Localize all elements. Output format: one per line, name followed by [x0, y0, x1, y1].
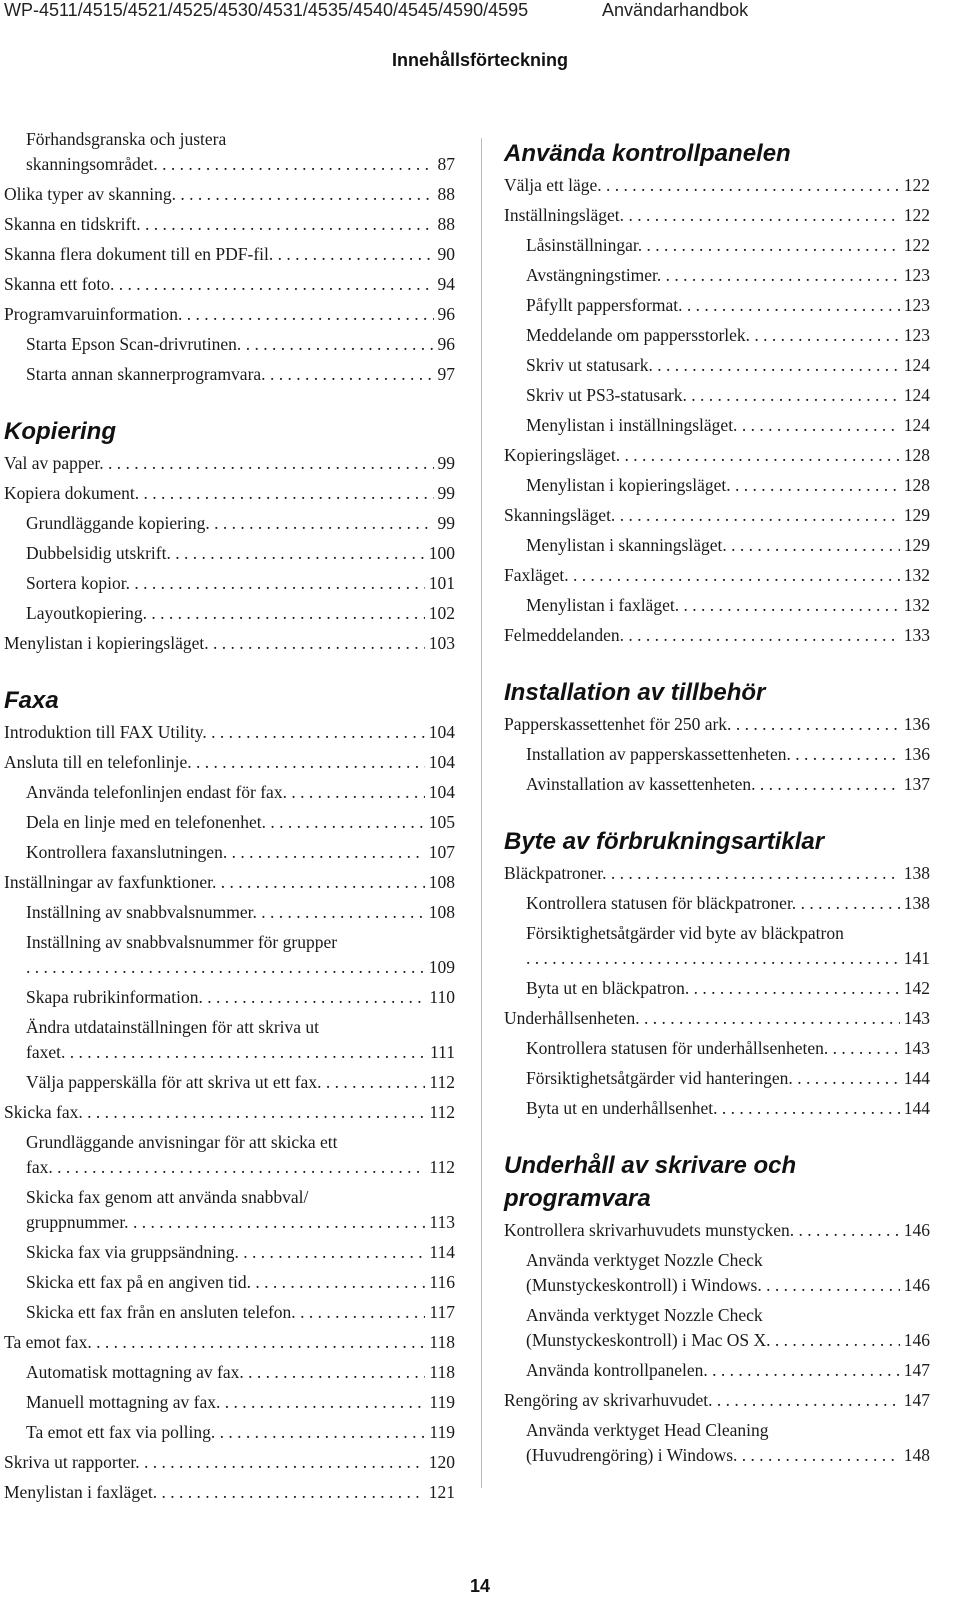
toc-entry-page: 146 — [903, 1330, 930, 1350]
toc-entry[interactable] — [4, 332, 455, 357]
toc-entry[interactable] — [4, 1420, 455, 1445]
toc-entry-title: Inställningsläget. . . . — [504, 203, 900, 228]
toc-entry-title: Menylistan i faxläget. . . . — [526, 593, 900, 618]
toc-entry-page: 105 — [428, 812, 455, 832]
toc-entry-page: 124 — [903, 415, 930, 435]
toc-entry[interactable] — [504, 1358, 930, 1383]
toc-entry[interactable] — [504, 1388, 930, 1413]
toc-entry[interactable] — [504, 233, 930, 258]
toc-entry-page: 143 — [903, 1008, 930, 1028]
toc-entry-title: Avinstallation av kassettenheten. . . . — [526, 772, 900, 797]
toc-entry-title: Underhållsenheten. . . . — [504, 1006, 900, 1031]
toc-entry[interactable] — [4, 900, 455, 925]
toc-entry[interactable] — [4, 1270, 455, 1295]
toc-entry-title: Använda verktyget Head Cleaning (Huvudrengöring) i Windows. . . . — [526, 1418, 900, 1468]
toc-entry[interactable] — [4, 212, 455, 237]
toc-entry[interactable] — [4, 451, 455, 476]
toc-entry-page: 122 — [903, 235, 930, 255]
toc-entry-page: 132 — [903, 595, 930, 615]
toc-entry[interactable] — [504, 173, 930, 198]
toc-entry-page: 96 — [437, 334, 455, 354]
toc-entry-page: 118 — [429, 1332, 455, 1352]
section-heading: Kopiering — [4, 418, 116, 445]
toc-entry-title: Menylistan i inställningsläget. . . . — [526, 413, 900, 438]
toc-entry[interactable] — [4, 720, 455, 745]
toc-entry[interactable] — [504, 323, 930, 348]
toc-entry-page: 121 — [428, 1482, 455, 1502]
toc-entry-title: Menylistan i kopieringsläget. . . . — [526, 473, 900, 498]
toc-entry-title: Menylistan i skanningsläget. . . . — [526, 533, 900, 558]
toc-entry-page: 128 — [903, 475, 930, 495]
toc-entry-page: 108 — [428, 902, 455, 922]
toc-entry[interactable] — [4, 1100, 455, 1125]
toc-entry-page: 141 — [903, 948, 930, 968]
toc-entry-page: 107 — [428, 842, 455, 862]
toc-entry-page: 96 — [437, 304, 455, 324]
toc-entry-title: Försiktighetsåtgärder vid hanteringen. . . . — [526, 1066, 900, 1091]
toc-entry-page: 142 — [903, 978, 930, 998]
toc-entry-title: Introduktion till FAX Utility. . . . — [4, 720, 425, 745]
toc-entry-page: 128 — [903, 445, 930, 465]
toc-entry[interactable] — [504, 891, 930, 916]
toc-entry-page: 99 — [437, 513, 455, 533]
toc-entry[interactable] — [504, 533, 930, 558]
toc-entry-page: 99 — [437, 483, 455, 503]
toc-entry[interactable] — [4, 127, 455, 177]
toc-entry[interactable] — [504, 203, 930, 228]
toc-entry[interactable] — [504, 623, 930, 648]
toc-entry-page: 118 — [429, 1362, 455, 1382]
toc-entry-title: Skicka fax via gruppsändning. . . . — [26, 1240, 425, 1265]
toc-entry-title: Skriv ut statusark. . . . — [526, 353, 900, 378]
toc-entry[interactable] — [504, 593, 930, 618]
toc-entry-page: 104 — [428, 752, 455, 772]
toc-left-column — [4, 127, 455, 1510]
toc-entry[interactable] — [4, 750, 455, 775]
toc-entry-title: Grundläggande anvisningar för att skicka ett fax. . . . — [26, 1130, 425, 1180]
toc-entry-page: 87 — [437, 154, 455, 174]
toc-entry[interactable] — [504, 1248, 930, 1298]
toc-entry-title: Skicka fax genom att använda snabbval/ gruppnummer. . . . — [26, 1185, 425, 1235]
toc-entry[interactable] — [504, 1066, 930, 1091]
toc-entry[interactable] — [4, 272, 455, 297]
toc-entry-title: Dela en linje med en telefonenhet. . . . — [26, 810, 425, 835]
toc-entry-title: Avstängningstimer. . . . — [526, 263, 900, 288]
toc-entry[interactable] — [504, 1303, 930, 1353]
toc-entry[interactable] — [504, 443, 930, 468]
toc-entry-title: Försiktighetsåtgärder vid byte av bläckpatron . . . — [526, 921, 900, 971]
page-number: 14 — [469, 1576, 491, 1596]
toc-entry-title: Menylistan i kopieringsläget. . . . — [4, 631, 425, 656]
toc-entry-title: Skriv ut PS3-statusark. . . . — [526, 383, 900, 408]
toc-entry-page: 148 — [903, 1445, 930, 1465]
toc-entry-title: Skanningsläget. . . . — [504, 503, 900, 528]
toc-entry-title: Meddelande om pappersstorlek. . . . — [526, 323, 900, 348]
toc-entry-page: 146 — [903, 1220, 930, 1240]
toc-entry[interactable] — [504, 473, 930, 498]
toc-entry-title: Val av papper. . . . — [4, 451, 434, 476]
toc-entry-title: Låsinställningar. . . . — [526, 233, 900, 258]
toc-entry-title: Skicka ett fax från en ansluten telefon. . . . — [26, 1300, 425, 1325]
toc-entry[interactable] — [4, 601, 455, 626]
toc-entry-page: 123 — [903, 325, 930, 345]
toc-entry[interactable] — [4, 870, 455, 895]
toc-entry-page: 99 — [437, 453, 455, 473]
toc-entry-title: Kontrollera faxanslutningen. . . . — [26, 840, 425, 865]
toc-entry[interactable] — [504, 413, 930, 438]
toc-entry-page: 113 — [429, 1212, 455, 1232]
toc-entry-page: 117 — [429, 1302, 455, 1322]
toc-entry-title: Skicka ett fax på en angiven tid. . . . — [26, 1270, 425, 1295]
toc-entry[interactable] — [504, 563, 930, 588]
section-heading: Använda kontrollpanelen — [504, 140, 791, 167]
toc-entry-page: 124 — [903, 355, 930, 375]
toc-entry-page: 129 — [903, 505, 930, 525]
toc-entry-page: 144 — [903, 1068, 930, 1088]
toc-entry-title: Välja papperskälla för att skriva ut ett fax. . . . — [26, 1070, 425, 1095]
toc-entry[interactable] — [504, 383, 930, 408]
toc-entry[interactable] — [504, 742, 930, 767]
toc-entry-page: 136 — [903, 714, 930, 734]
toc-entry-page: 116 — [429, 1272, 455, 1292]
toc-entry[interactable] — [504, 353, 930, 378]
toc-entry-page: 146 — [903, 1275, 930, 1295]
toc-entry[interactable] — [4, 242, 455, 267]
toc-entry-title: Skanna en tidskrift. . . . — [4, 212, 434, 237]
toc-entry[interactable] — [4, 302, 455, 327]
toc-entry[interactable] — [504, 921, 930, 971]
toc-entry[interactable] — [4, 1015, 455, 1065]
toc-entry[interactable] — [4, 541, 455, 566]
toc-entry[interactable] — [4, 631, 455, 656]
toc-entry-page: 123 — [903, 295, 930, 315]
toc-entry[interactable] — [4, 930, 455, 980]
toc-entry[interactable] — [4, 1390, 455, 1415]
toc-entry-title: Påfyllt pappersformat. . . . — [526, 293, 900, 318]
toc-entry[interactable] — [504, 293, 930, 318]
toc-entry-title: Felmeddelanden. . . . — [504, 623, 900, 648]
toc-entry[interactable] — [504, 976, 930, 1001]
toc-entry[interactable] — [504, 772, 930, 797]
header-model-names: WP-4511/4515/4521/4525/4530/4531/4535/4540/4545/4590/4595 — [4, 0, 529, 20]
toc-entry-title: Skapa rubrikinformation. . . . — [26, 985, 425, 1010]
toc-entry-page: 94 — [437, 274, 455, 294]
toc-entry[interactable] — [4, 511, 455, 536]
toc-entry-title: Starta annan skannerprogramvara. . . . — [26, 362, 434, 387]
toc-entry-page: 138 — [903, 893, 930, 913]
toc-entry[interactable] — [4, 481, 455, 506]
toc-entry-page: 144 — [903, 1098, 930, 1118]
toc-entry-title: Kopieringsläget. . . . — [504, 443, 900, 468]
toc-entry-page: 88 — [437, 184, 455, 204]
toc-entry-title: Starta Epson Scan-drivrutinen. . . . — [26, 332, 434, 357]
toc-entry-title: Papperskassettenhet för 250 ark. . . . — [504, 712, 900, 737]
toc-entry-title: Byta ut en underhållsenhet. . . . — [526, 1096, 900, 1121]
toc-entry-title: Använda kontrollpanelen. . . . — [526, 1358, 900, 1383]
section-heading: Installation av tillbehör — [504, 679, 766, 706]
toc-entry[interactable] — [504, 861, 930, 886]
toc-entry-title: Kontrollera statusen för underhållsenheten. . . . — [526, 1036, 900, 1061]
toc-entry-page: 123 — [903, 265, 930, 285]
section-heading: Byte av förbrukningsartiklar — [504, 828, 825, 855]
toc-entry-page: 88 — [437, 214, 455, 234]
toc-entry-title: Inställningar av faxfunktioner. . . . — [4, 870, 425, 895]
toc-entry-title: Inställning av snabbvalsnummer för grupper . . . — [26, 930, 425, 980]
toc-entry-title: Ta emot ett fax via polling. . . . — [26, 1420, 425, 1445]
toc-entry-title: Kopiera dokument. . . . — [4, 481, 434, 506]
toc-entry-page: 120 — [428, 1452, 455, 1472]
toc-entry-page: 112 — [429, 1102, 455, 1122]
toc-entry-title: Använda verktyget Nozzle Check (Munstyckeskontroll) i Windows. . . . — [526, 1248, 900, 1298]
toc-entry-page: 103 — [428, 633, 455, 653]
toc-entry-title: Faxläget. . . . — [504, 563, 900, 588]
toc-entry-page: 101 — [428, 573, 455, 593]
toc-entry-page: 111 — [430, 1042, 455, 1062]
toc-entry-title: Ta emot fax. . . . — [4, 1330, 425, 1355]
toc-entry[interactable] — [4, 985, 455, 1010]
toc-entry-title: Manuell mottagning av fax. . . . — [26, 1390, 425, 1415]
toc-entry[interactable] — [4, 1240, 455, 1265]
toc-entry-page: 136 — [903, 744, 930, 764]
toc-entry-page: 112 — [429, 1157, 455, 1177]
toc-entry[interactable] — [504, 263, 930, 288]
toc-entry-title: Byta ut en bläckpatron. . . . — [526, 976, 900, 1001]
toc-entry[interactable] — [4, 1360, 455, 1385]
toc-entry-page: 108 — [428, 872, 455, 892]
toc-entry-title: Layoutkopiering. . . . — [26, 601, 425, 626]
toc-entry-page: 119 — [429, 1422, 455, 1442]
toc-entry[interactable] — [504, 1418, 930, 1468]
toc-entry-page: 114 — [429, 1242, 455, 1262]
toc-entry-page: 102 — [428, 603, 455, 623]
header-section-title: Innehållsförteckning — [391, 50, 569, 70]
toc-entry-title: Programvaruinformation. . . . — [4, 302, 434, 327]
toc-entry-page: 138 — [903, 863, 930, 883]
toc-entry-page: 137 — [903, 774, 930, 794]
toc-entry-page: 133 — [903, 625, 930, 645]
toc-entry[interactable] — [4, 362, 455, 387]
toc-entry-page: 104 — [428, 722, 455, 742]
toc-entry-page: 122 — [903, 205, 930, 225]
toc-entry-title: Skanna ett foto. . . . — [4, 272, 434, 297]
toc-entry[interactable] — [4, 1130, 455, 1180]
toc-entry[interactable] — [4, 1330, 455, 1355]
toc-entry[interactable] — [504, 503, 930, 528]
toc-entry[interactable] — [4, 1300, 455, 1325]
toc-entry-title: Installation av papperskassettenheten. . . . — [526, 742, 900, 767]
toc-entry-title: Kontrollera statusen för bläckpatroner. . . . — [526, 891, 900, 916]
toc-entry-page: 147 — [903, 1360, 930, 1380]
toc-entry-page: 147 — [903, 1390, 930, 1410]
section-heading: Faxa — [4, 687, 59, 714]
toc-entry-title: Rengöring av skrivarhuvudet. . . . — [504, 1388, 900, 1413]
toc-entry[interactable] — [4, 810, 455, 835]
toc-entry[interactable] — [504, 1218, 930, 1243]
toc-entry-page: 129 — [903, 535, 930, 555]
toc-entry-title: Skriva ut rapporter. . . . — [4, 1450, 425, 1475]
toc-entry-title: Menylistan i faxläget. . . . — [4, 1480, 425, 1505]
toc-entry-title: Ändra utdatainställningen för att skriva ut faxet. . . . — [26, 1015, 426, 1065]
toc-entry-title: Välja ett läge. . . . — [504, 173, 900, 198]
toc-entry-page: 100 — [428, 543, 455, 563]
header-guide-title: Användarhandbok — [602, 0, 749, 20]
toc-entry-title: Skicka fax. . . . — [4, 1100, 425, 1125]
toc-entry-title: Ansluta till en telefonlinje. . . . — [4, 750, 425, 775]
toc-entry-title: Bläckpatroner. . . . — [504, 861, 900, 886]
toc-entry-page: 124 — [903, 385, 930, 405]
toc-entry[interactable] — [4, 780, 455, 805]
toc-right-column — [504, 127, 930, 1473]
toc-entry[interactable] — [4, 1185, 455, 1235]
toc-entry-title: Dubbelsidig utskrift. . . . — [26, 541, 425, 566]
toc-entry-page: 110 — [429, 987, 455, 1007]
toc-entry-page: 109 — [428, 957, 455, 977]
toc-entry-page: 112 — [429, 1072, 455, 1092]
toc-entry-page: 104 — [428, 782, 455, 802]
toc-entry-page: 143 — [903, 1038, 930, 1058]
section-heading: Underhåll av skrivare och programvara — [504, 1152, 797, 1212]
toc-entry-page: 97 — [437, 364, 455, 384]
toc-entry-page: 122 — [903, 175, 930, 195]
toc-entry-title: Inställning av snabbvalsnummer. . . . — [26, 900, 425, 925]
toc-entry[interactable] — [504, 1096, 930, 1121]
toc-entry-title: Kontrollera skrivarhuvudets munstycken. . . . — [504, 1218, 900, 1243]
toc-entry[interactable] — [4, 182, 455, 207]
toc-entry[interactable] — [4, 1070, 455, 1095]
column-divider — [481, 138, 482, 1488]
toc-entry[interactable] — [504, 712, 930, 737]
toc-entry-title: Använda telefonlinjen endast för fax. . . . — [26, 780, 425, 805]
toc-entry[interactable] — [4, 571, 455, 596]
toc-entry[interactable] — [504, 1006, 930, 1031]
toc-entry[interactable] — [4, 1450, 455, 1475]
toc-entry-title: Skanna flera dokument till en PDF-fil. . . . — [4, 242, 434, 267]
toc-entry[interactable] — [4, 840, 455, 865]
toc-entry-title: Grundläggande kopiering. . . . — [26, 511, 434, 536]
toc-entry-page: 132 — [903, 565, 930, 585]
toc-entry-title: Olika typer av skanning. . . . — [4, 182, 434, 207]
toc-entry[interactable] — [4, 1480, 455, 1505]
toc-entry-title: Sortera kopior. . . . — [26, 571, 425, 596]
toc-entry-title: Automatisk mottagning av fax. . . . — [26, 1360, 425, 1385]
toc-entry-title: Förhandsgranska och justera skanningsområdet. . . . — [26, 127, 434, 177]
toc-entry-page: 90 — [437, 244, 455, 264]
toc-entry[interactable] — [504, 1036, 930, 1061]
toc-entry-page: 119 — [429, 1392, 455, 1412]
toc-entry-title: Använda verktyget Nozzle Check (Munstyckeskontroll) i Mac OS X. . . . — [526, 1303, 900, 1353]
